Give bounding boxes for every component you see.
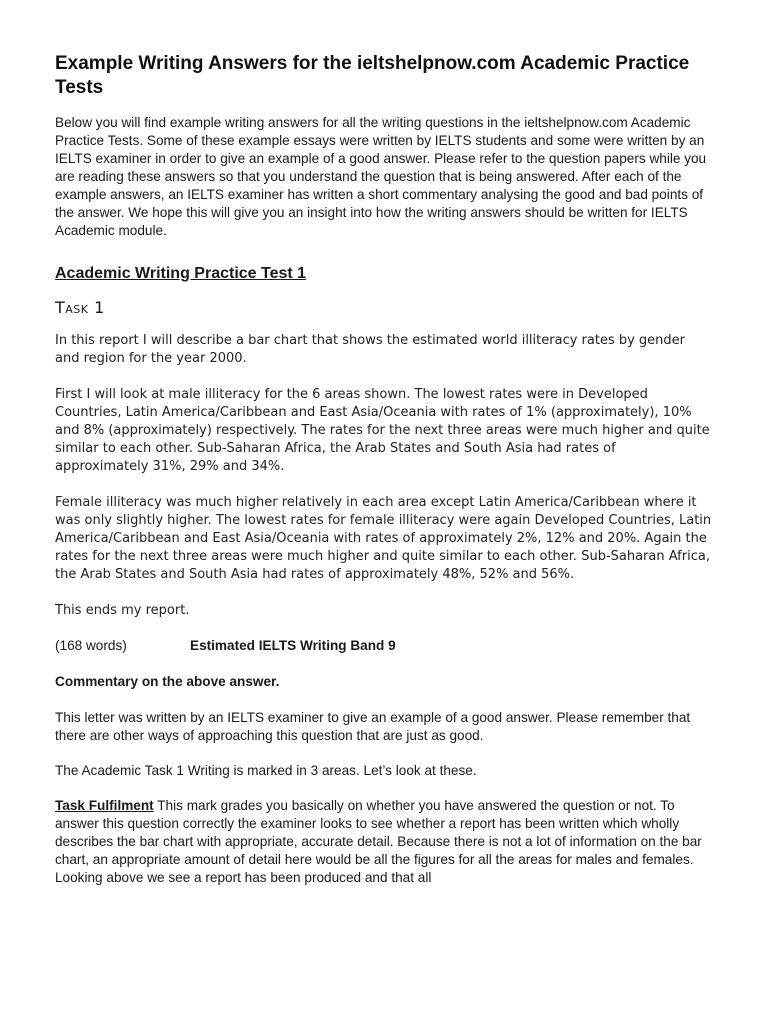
word-count: (168 words) (55, 638, 127, 653)
commentary-paragraph-1: This letter was written by an IELTS examiner to give an example of a good answer. Please remember that there are other ways of approaching this question that are just as good. (55, 710, 691, 743)
answer-paragraph-1: In this report I will describe a bar chart that shows the estimated world illiteracy rates by gender and region for the year 2000. (55, 333, 686, 366)
document-title: Example Writing Answers for the ieltshelpnow.com Academic Practice Tests (55, 53, 690, 98)
band-estimate: Estimated IELTS Writing Band 9 (190, 638, 396, 653)
answer-paragraph-4: This ends my report. (55, 603, 190, 618)
answer-paragraph-2: First I will look at male illiteracy for the 6 areas shown. The lowest rates were in Developed Countries, Latin America/Caribbean and East Asia/Oceania with rates of 1% (approximately), 10% and 8% (approximately) respectively. The rates for the next three areas were much higher and quite similar to each other. Sub-Saharan Africa, the Arab States and South Asia had rates of approximately 31%, 29% and 34%. (55, 387, 710, 474)
band-line (55, 637, 713, 655)
answer-paragraph-3: Female illiteracy was much higher relatively in each area except Latin America/Caribbean where it was only slightly higher. The lowest rates for female illiteracy were again Developed Countries, Latin America/Caribbean and East Asia/Oceania with rates of approximately 2%, 12% and 20%. Again the rates for the next three areas were much higher and quite similar to each other. Sub-Saharan Africa, the Arab States and South Asia had rates of approximately 48%, 52% and 56%. (55, 495, 712, 582)
task-fulfilment-paragraph (55, 797, 713, 887)
task-fulfilment-text: This mark grades you basically on whether you have answered the question or not. To answer this question correctly the examiner looks to see whether a report has been written which wholly describes the bar chart with appropriate, accurate detail. Because there is not a lot of information on the bar chart, an appropriate amount of detail here would be all the figures for all the areas for males and females. Looking above we see a report has been produced and that all (55, 798, 702, 885)
intro-paragraph: Below you will find example writing answers for all the writing questions in the ieltshelpnow.com Academic Practice Tests. Some of these example essays were written by IELTS students and some were written by an IELTS examiner in order to give an example of a good answer. Please refer to the question papers while you are reading these answers so that you understand the question that is being answered. After each of the example answers, an IELTS examiner has written a short commentary analysing the good and bad points of the answer. We hope this will give you an insight into how the writing answers should be written for IELTS Academic module. (55, 115, 707, 238)
task-heading: Task 1 (55, 298, 105, 317)
commentary-paragraph-2: The Academic Task 1 Writing is marked in 3 areas. Let’s look at these. (55, 763, 477, 778)
section-title: Academic Writing Practice Test 1 (55, 265, 307, 282)
task-fulfilment-term: Task Fulfilment (55, 798, 154, 813)
commentary-title: Commentary on the above answer. (55, 674, 280, 689)
